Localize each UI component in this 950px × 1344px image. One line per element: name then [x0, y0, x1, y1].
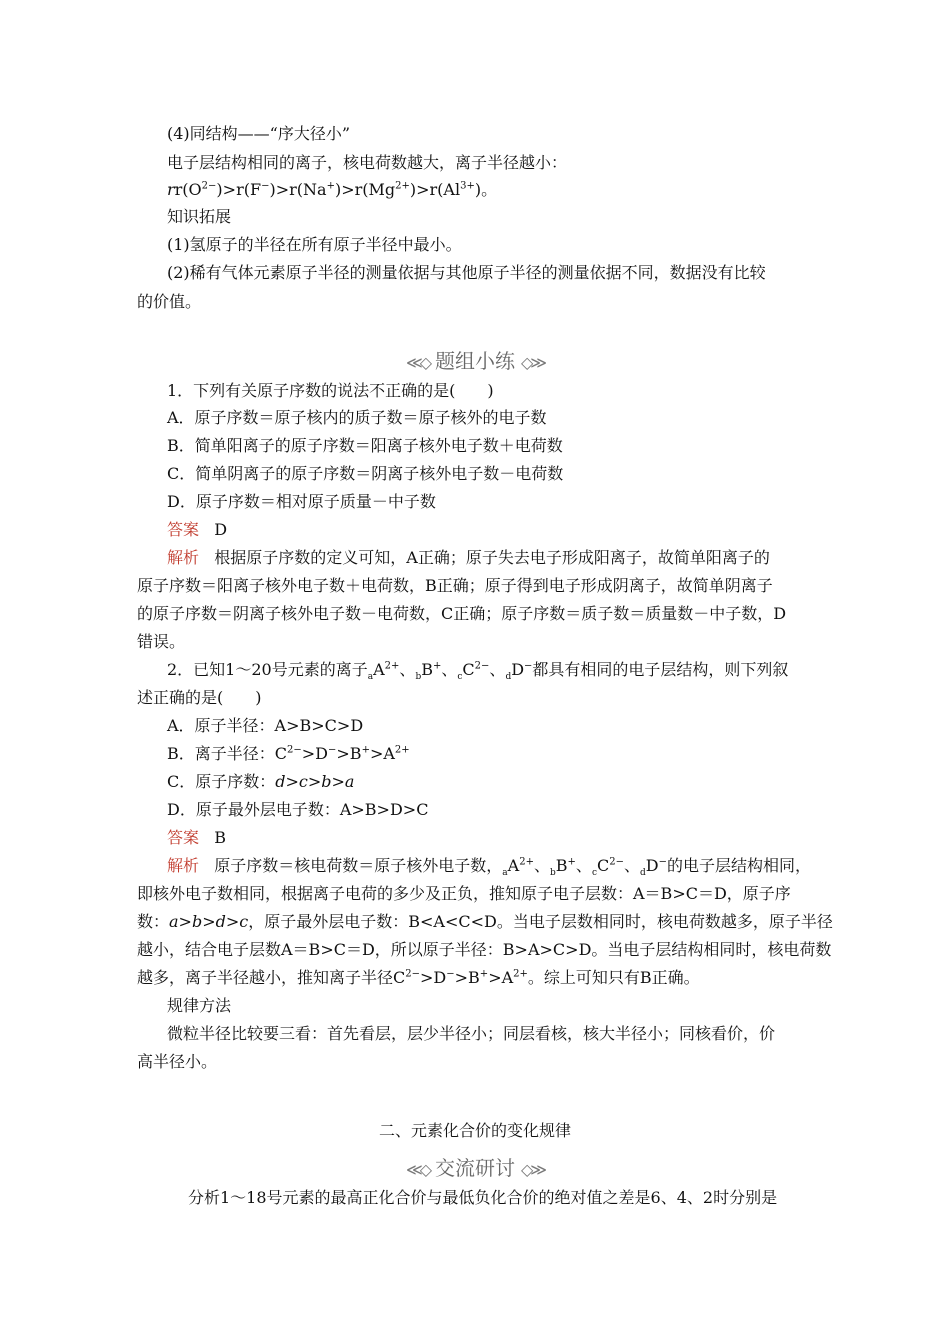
separator: 、 — [575, 856, 592, 875]
exercise-banner — [0, 348, 950, 376]
method-text: 微粒半径比较要三看：首先看层，层少半径小；同层看核，核大半径小；同核看价，价 — [167, 1024, 776, 1043]
formula-part: )> — [409, 180, 430, 199]
q1-stem: 1．下列有关原子序数的说法不正确的是( ) — [167, 381, 494, 400]
q1-option-c: C．简单阴离子的原子序数＝阴离子核外电子数－电荷数 — [167, 464, 564, 483]
q2-explanation-line2: 即核外电子数相同，根据离子电荷的多少及正负，推知原子电子层数：A＝B>C＝D，原子序 — [137, 884, 791, 903]
method-heading: 规律方法 — [167, 996, 232, 1015]
q1-option-b: B．简单阳离子的原子序数＝阳离子核外电子数＋电荷数 — [167, 436, 563, 455]
ion-charge: + — [432, 660, 442, 672]
option-text: B．离子半径：C — [167, 744, 288, 763]
explanation-label: 解析 — [167, 548, 200, 567]
explanation-text: >B — [454, 968, 480, 987]
ion-charge: + — [479, 968, 489, 980]
ion-symbol: C — [462, 660, 475, 679]
separator: 、 — [489, 660, 506, 679]
explanation-text: >D — [420, 968, 447, 987]
banner-title: 题组小练 — [435, 349, 515, 373]
charge: 2− — [201, 180, 217, 192]
ion-symbol: B — [421, 660, 433, 679]
ion-symbol: D — [511, 660, 525, 679]
ion-charge: 2+ — [513, 968, 528, 980]
banner-ornament-right: ◇≫ — [521, 1160, 545, 1179]
atomic-number: b — [550, 868, 556, 879]
explanation-math: a>b>d>c — [169, 912, 249, 931]
atomic-number: a — [367, 672, 374, 683]
atomic-number: d — [505, 672, 512, 683]
q2-explanation-line5 — [137, 968, 700, 988]
separator: 、 — [399, 660, 416, 679]
section-heading: 二、元素化合价的变化规律 — [378, 1121, 571, 1140]
extension-point-2: (2)稀有气体元素原子半径的测量依据与其他原子半径的测量依据不同，数据没有比较 — [167, 263, 766, 282]
q2-answer — [167, 828, 226, 848]
option-text: >A — [369, 744, 395, 763]
stem-text: 2．已知1～20号元素的离子 — [167, 660, 368, 679]
atomic-number: d — [640, 868, 646, 879]
atomic-number: b — [415, 672, 422, 683]
method-text-cont: 高半径小。 — [137, 1052, 218, 1071]
banner-ornament-left: ≪◇ — [405, 353, 429, 372]
ion-charge: 2+ — [394, 744, 410, 756]
subheading-same-structure: (4)同结构——“序大径小” — [167, 124, 351, 143]
banner-ornament-left: ≪◇ — [405, 1160, 429, 1179]
ion-symbol: C — [596, 856, 610, 875]
formula-part: r(Na — [289, 180, 327, 199]
knowledge-extension-heading: 知识拓展 — [167, 207, 232, 226]
q1-answer — [167, 520, 227, 540]
q2-explanation — [167, 856, 811, 879]
discussion-text: 分析1～18号元素的最高正化合价与最低负化合价的绝对值之差是6、4、2时分别是 — [188, 1188, 778, 1207]
q1-explanation-line3: 的原子序数＝阴离子核外电子数－电荷数，C正确；原子序数＝质子数＝质量数－中子数，D — [137, 604, 787, 623]
option-text: >B — [336, 744, 362, 763]
option-text: >D — [301, 744, 328, 763]
separator: 、 — [623, 856, 640, 875]
formula-part: r(O — [174, 180, 202, 199]
atomic-number: a — [502, 868, 508, 879]
rule-text: 电子层结构相同的离子，核电荷数越大，离子半径越小： — [167, 153, 568, 172]
explanation-text: 根据原子序数的定义可知，A正确；原子失去电子形成阳离子，故简单阳离子的 — [214, 548, 770, 567]
answer-label: 答案 — [167, 520, 200, 539]
ion-charge: + — [361, 744, 370, 756]
q2-stem — [167, 660, 789, 683]
charge: − — [261, 180, 270, 192]
extension-point-1: (1)氢原子的半径在所有原子半径中最小。 — [167, 235, 462, 254]
q2-explanation-line4: 越小，结合电子层数A＝B>C＝D，所以原子半径：B>A>C>D。当电子层结构相同时，核电荷数 — [137, 940, 832, 959]
q2-option-c — [167, 772, 354, 792]
ion-symbol: A — [373, 660, 385, 679]
q2-option-a: A．原子半径：A>B>C>D — [167, 716, 364, 735]
stem-text: 都具有相同的电子层结构，则下列叙 — [532, 660, 789, 679]
explanation-text: 数： — [137, 912, 170, 931]
explanation-text: >A — [488, 968, 514, 987]
ion-charge: − — [658, 856, 667, 868]
separator: 、 — [533, 856, 550, 875]
formula-part: )> — [334, 180, 355, 199]
charge: 2+ — [395, 180, 410, 192]
ion-charge: 2+ — [384, 660, 400, 672]
answer-label: 答案 — [167, 828, 200, 847]
ion-symbol: D — [645, 856, 659, 875]
formula-part: r(F — [236, 180, 262, 199]
banner-title: 交流研讨 — [435, 1156, 515, 1180]
extension-point-2-cont: 的价值。 — [137, 292, 202, 311]
answer-value: B — [214, 828, 227, 847]
atomic-number: c — [457, 672, 463, 683]
separator: 、 — [441, 660, 458, 679]
charge: 3+ — [460, 180, 475, 192]
q2-explanation-line3 — [137, 912, 833, 932]
explanation-text: ，原子最外层电子数：B<A<C<D。当电子层数相同时，核电荷数越多，原子半径 — [248, 912, 833, 931]
explanation-label: 解析 — [167, 856, 200, 875]
explanation-text: 越多，离子半径越小，推知离子半径C — [137, 968, 406, 987]
q2-stem-line2: 述正确的是( ) — [137, 688, 262, 707]
radius-order-formula: $rr(O^{2-})>r(F^-)>r(Na^+)>r(Mg^{2+})>r(Al^{3+})$。 — [167, 180, 498, 199]
explanation-text: 原子序数＝核电荷数＝原子核外电子数， — [214, 856, 503, 875]
formula-part: )> — [216, 180, 237, 199]
formula-part: )。 — [474, 180, 498, 199]
ion-charge: 2− — [287, 744, 302, 756]
q1-explanation-line2: 原子序数＝阳离子核外电子数＋电荷数，B正确；原子得到电子形成阴离子，故简单阴离子 — [137, 576, 773, 595]
ion-symbol: A — [507, 856, 520, 875]
ion-charge: − — [446, 968, 455, 980]
ion-symbol: B — [555, 856, 568, 875]
q1-option-a: A．原子序数＝原子核内的质子数＝原子核外的电子数 — [167, 408, 547, 427]
ion-charge: − — [524, 660, 533, 672]
q2-option-b — [167, 744, 410, 764]
ion-charge: + — [567, 856, 576, 868]
ion-charge: 2+ — [519, 856, 534, 868]
explanation-text: 的电子层结构相同， — [666, 856, 811, 875]
formula-part: r(Mg — [354, 180, 396, 199]
discussion-banner — [0, 1155, 950, 1183]
charge: + — [326, 180, 335, 192]
q2-option-d: D．原子最外层电子数：A>B>D>C — [167, 800, 429, 819]
ion-charge: 2− — [474, 660, 490, 672]
option-text: C．原子序数： — [167, 772, 276, 791]
ion-charge: 2− — [609, 856, 624, 868]
formula-part: )> — [269, 180, 290, 199]
q1-explanation-line4: 错误。 — [137, 632, 186, 651]
ion-charge: 2− — [405, 968, 420, 980]
explanation-text: 。综上可知只有B正确。 — [527, 968, 700, 987]
q1-option-d: D．原子序数＝相对原子质量－中子数 — [167, 492, 436, 511]
q1-explanation — [167, 548, 770, 568]
atomic-number: c — [591, 868, 597, 879]
formula-part: r(Al — [429, 180, 461, 199]
banner-ornament-right: ◇≫ — [521, 353, 545, 372]
answer-value: D — [214, 520, 228, 539]
option-math: d>c>b>a — [275, 772, 355, 791]
ion-charge: − — [328, 744, 337, 756]
